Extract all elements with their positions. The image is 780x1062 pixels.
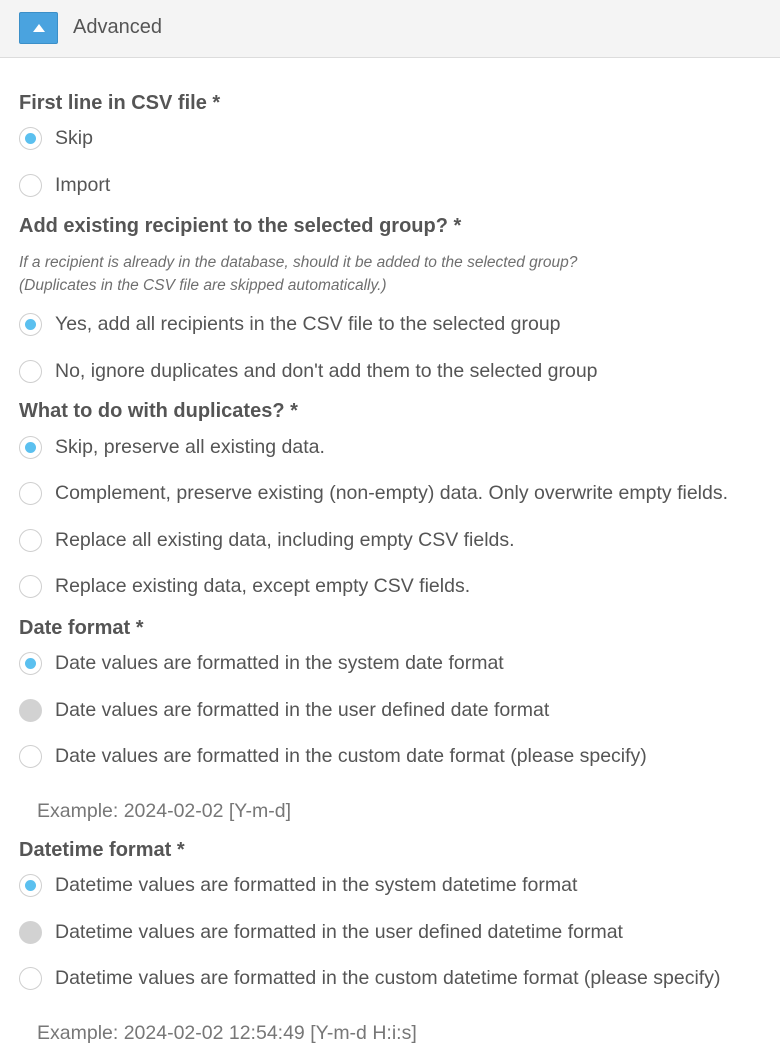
date-format-user-radio[interactable]: [19, 699, 42, 722]
datetime-format-custom-radio[interactable]: [19, 967, 42, 990]
duplicates-skip-label[interactable]: Skip, preserve all existing data.: [55, 436, 325, 458]
datetime-format-title: Datetime format *: [19, 839, 185, 861]
datetime-format-example: Example: 2024-02-02 12:54:49 [Y-m-d H:i:s]: [37, 1022, 417, 1044]
datetime-format-system-label[interactable]: Datetime values are formatted in the system datetime format: [55, 874, 578, 896]
collapse-toggle-button[interactable]: [19, 12, 58, 44]
date-format-custom-radio[interactable]: [19, 745, 42, 768]
date-format-title: Date format *: [19, 617, 144, 639]
first-line-import-radio[interactable]: [19, 174, 42, 197]
triangle-up-icon: [33, 24, 45, 32]
date-format-user-label[interactable]: Date values are formatted in the user defined date format: [55, 699, 550, 721]
first-line-skip-radio[interactable]: [19, 127, 42, 150]
datetime-format-system-radio[interactable]: [19, 874, 42, 897]
add-existing-title: Add existing recipient to the selected group? *: [19, 215, 462, 237]
datetime-format-custom-label[interactable]: Datetime values are formatted in the custom datetime format (please specify): [55, 967, 721, 989]
add-existing-no-label[interactable]: No, ignore duplicates and don't add them to the selected group: [55, 360, 598, 382]
date-format-custom-label[interactable]: Date values are formatted in the custom date format (please specify): [55, 745, 647, 767]
advanced-section-header[interactable]: [0, 0, 780, 58]
add-existing-note-line2: (Duplicates in the CSV file are skipped automatically.): [19, 277, 387, 294]
duplicates-replace-all-label[interactable]: Replace all existing data, including empty CSV fields.: [55, 529, 515, 551]
duplicates-complement-radio[interactable]: [19, 482, 42, 505]
duplicates-replace-all-radio[interactable]: [19, 529, 42, 552]
datetime-format-user-radio[interactable]: [19, 921, 42, 944]
duplicates-title: What to do with duplicates? *: [19, 400, 298, 422]
section-title: Advanced: [73, 16, 162, 38]
date-format-example: Example: 2024-02-02 [Y-m-d]: [37, 800, 291, 822]
duplicates-replace-except-radio[interactable]: [19, 575, 42, 598]
date-format-system-label[interactable]: Date values are formatted in the system date format: [55, 652, 504, 674]
add-existing-no-radio[interactable]: [19, 360, 42, 383]
duplicates-complement-label[interactable]: Complement, preserve existing (non-empty) data. Only overwrite empty fields.: [55, 482, 729, 504]
duplicates-replace-except-label[interactable]: Replace existing data, except empty CSV fields.: [55, 575, 471, 597]
first-line-skip-label[interactable]: Skip: [55, 127, 93, 149]
duplicates-skip-radio[interactable]: [19, 436, 42, 459]
date-format-system-radio[interactable]: [19, 652, 42, 675]
add-existing-yes-label[interactable]: Yes, add all recipients in the CSV file to the selected group: [55, 313, 561, 335]
first-line-import-label[interactable]: Import: [55, 174, 111, 196]
add-existing-note-line1: If a recipient is already in the database, should it be added to the selected group?: [19, 254, 578, 271]
add-existing-yes-radio[interactable]: [19, 313, 42, 336]
first-line-title: First line in CSV file *: [19, 92, 221, 114]
datetime-format-user-label[interactable]: Datetime values are formatted in the user defined datetime format: [55, 921, 623, 943]
